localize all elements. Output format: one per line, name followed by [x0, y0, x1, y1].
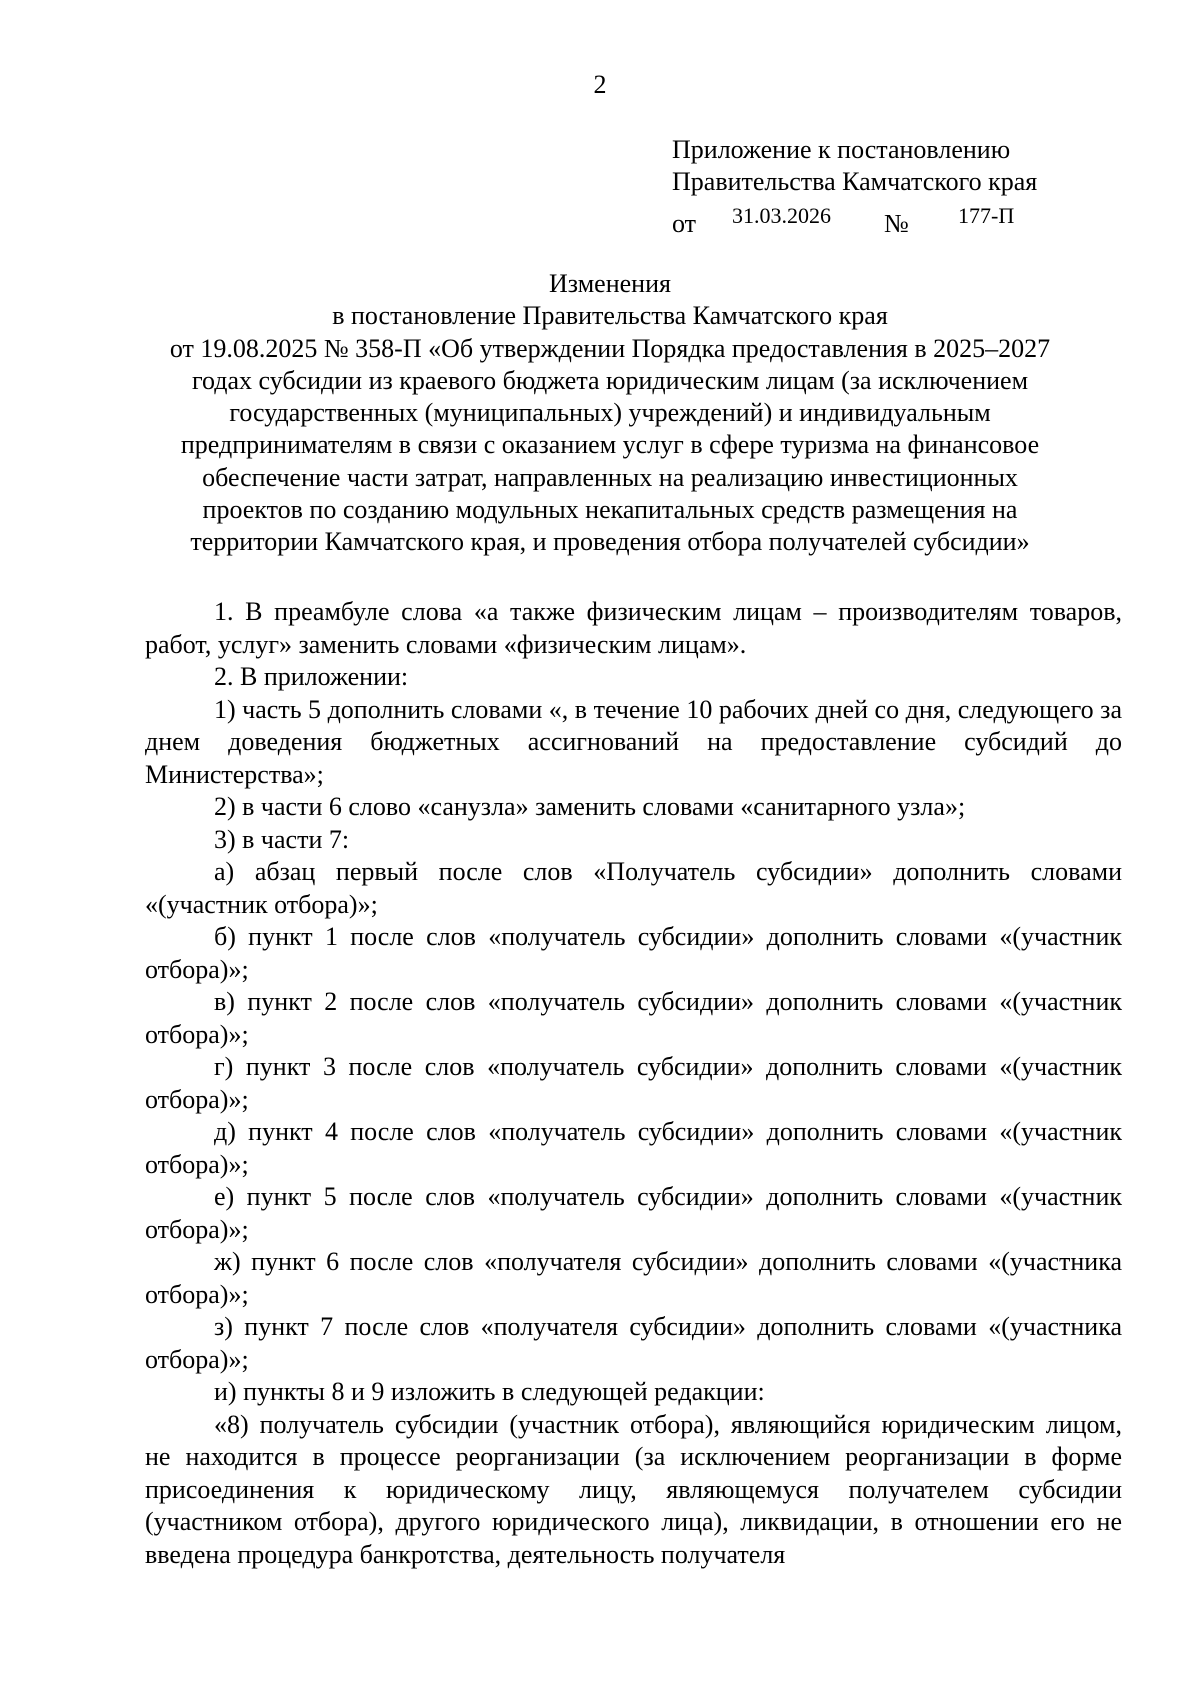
number-sign: № [884, 209, 909, 238]
appendix-block [672, 134, 1037, 240]
page-number: 2 [593, 70, 607, 99]
paragraph-part-7: 3) в части 7: [214, 824, 350, 854]
paragraph-part-5: 1) часть 5 дополнить словами «, в течение 10 рабочих дней со дня, следующего за днем доведения бюджетных ассигнований на предоставление субсидий до Министерства»; [145, 694, 1122, 789]
document-heading [120, 268, 1100, 559]
paragraph-item-a: а) абзац первый после слов «Получатель субсидии» дополнить словами «(участник отбора)»; [145, 857, 1122, 919]
appendix-line-1: Приложение к постановлению [672, 135, 1011, 164]
heading-line: обеспечение части затрат, направленных на реализацию инвестиционных [202, 462, 1018, 492]
resolution-number: 177-П [958, 203, 1015, 228]
paragraph-item-z: з) пункт 7 после слов «получателя субсидии» дополнить словами «(участника отбора)»; [145, 1312, 1122, 1374]
paragraph-item-i: и) пункты 8 и 9 изложить в следующей редакции: [214, 1377, 765, 1406]
paragraph-appendix-intro: 2. В приложении: [214, 662, 409, 691]
paragraph-item-e: е) пункт 5 после слов «получатель субсидии» дополнить словами «(участник отбора)»; [145, 1182, 1122, 1244]
heading-title: Изменения [549, 269, 671, 298]
heading-line: проектов по созданию модульных некапитальных средств размещения на [202, 495, 1018, 525]
appendix-line-2: Правительства Камчатского края [672, 167, 1038, 196]
paragraph-part-6: 2) в части 6 слово «санузла» заменить словами «санитарного узла»; [214, 792, 966, 821]
heading-line: территории Камчатского края, и проведения отбора получателей субсидии» [190, 527, 1030, 557]
heading-line: в постановление Правительства Камчатского края [332, 301, 888, 331]
paragraph-item-v: в) пункт 2 после слов «получатель субсидии» дополнить словами «(участник отбора)»; [145, 987, 1122, 1049]
heading-line: годах субсидии из краевого бюджета юридическим лицам (за исключением [191, 365, 1029, 395]
appendix-date-number [672, 200, 1037, 240]
resolution-date: 31.03.2026 [732, 203, 831, 228]
heading-line: государственных (муниципальных) учреждений) и индивидуальным [229, 398, 991, 428]
paragraph-item-d: д) пункт 4 после слов «получатель субсидии» дополнить словами «(участник отбора)»; [145, 1117, 1122, 1179]
paragraph-preamble: 1. В преамбуле слова «а также физическим лицам – производителям товаров, работ, услуг» заменить словами «физическим лицам». [145, 597, 1122, 659]
paragraph-item-b: б) пункт 1 после слов «получатель субсидии» дополнить словами «(участник отбора)»; [145, 922, 1122, 984]
paragraph-point-8: «8) получатель субсидии (участник отбора), являющийся юридическим лицом, не находится в процессе реорганизации (за исключением реорганизации в форме присоединения к юридическому лицу, являющемуся получателем субсидии (участником отбора), другого юридического лица), ликвидации, в отношении его не введена процедура банкротства, деятельность получателя [145, 1409, 1122, 1569]
heading-line: предпринимателям в связи с оказанием услуг в сфере туризма на финансовое [180, 430, 1040, 460]
heading-line: от 19.08.2025 № 358-П «Об утверждении Порядка предоставления в 2025–2027 [169, 333, 1051, 363]
from-label: от [672, 209, 697, 238]
paragraph-item-zh: ж) пункт 6 после слов «получателя субсидии» дополнить словами «(участника отбора)»; [145, 1247, 1122, 1309]
paragraph-item-g: г) пункт 3 после слов «получатель субсидии» дополнить словами «(участник отбора)»; [145, 1052, 1122, 1114]
document-body [145, 596, 1122, 1571]
